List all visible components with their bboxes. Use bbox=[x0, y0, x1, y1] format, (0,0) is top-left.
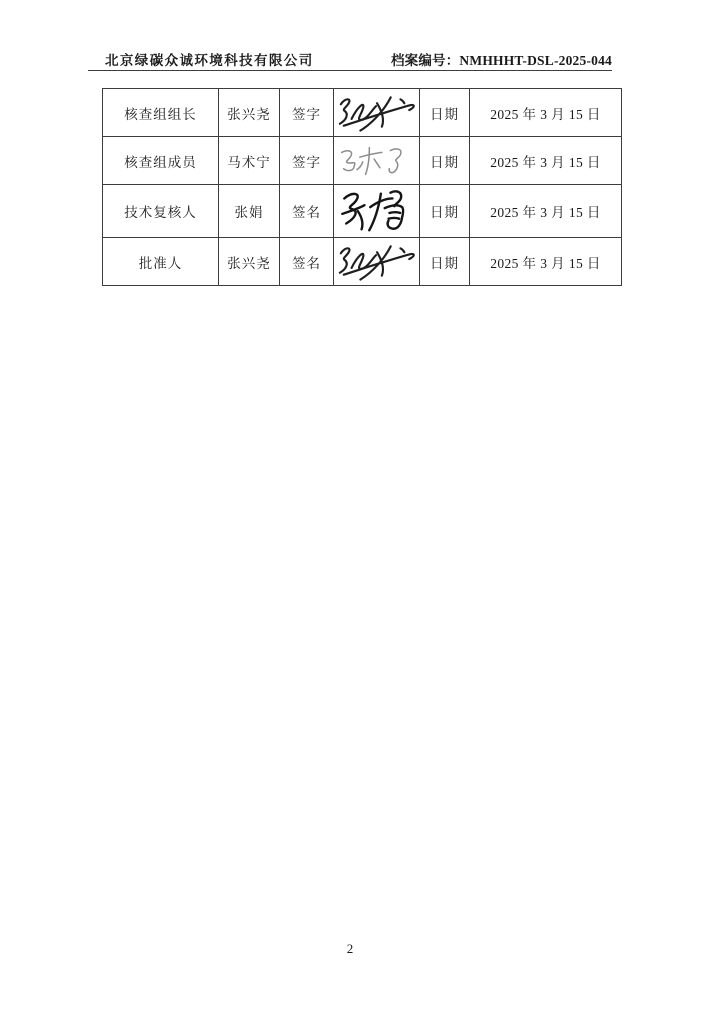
signature-zhangjuan-image bbox=[336, 185, 418, 237]
table-row bbox=[103, 89, 622, 137]
sign-label-cell: 签字 bbox=[280, 89, 334, 137]
role-cell: 核查组成员 bbox=[103, 137, 219, 185]
name-cell: 张兴尧 bbox=[219, 238, 280, 286]
sign-label-cell: 签字 bbox=[280, 137, 334, 185]
signature-cell bbox=[334, 89, 420, 137]
name-cell: 张兴尧 bbox=[219, 89, 280, 137]
signature-cell bbox=[334, 185, 420, 238]
doc-number: 档案编号：NMHHHT-DSL-2025-044 bbox=[390, 53, 612, 68]
company-name: 北京绿碳众诚环境科技有限公司 bbox=[105, 53, 314, 68]
table-row bbox=[103, 238, 622, 286]
sign-label-cell: 签名 bbox=[280, 238, 334, 286]
role-cell: 批准人 bbox=[103, 238, 219, 286]
role-cell: 核查组组长 bbox=[103, 89, 219, 137]
signature-mashuning-image bbox=[335, 141, 419, 181]
sign-label-cell: 签名 bbox=[280, 185, 334, 238]
date-cell: 2025 年 3 月 15 日 bbox=[470, 89, 622, 137]
page-number: 2 bbox=[346, 941, 354, 956]
signature-zhangxingyao-image bbox=[334, 240, 420, 284]
signature-cell bbox=[334, 137, 420, 185]
date-label-cell: 日期 bbox=[420, 137, 470, 185]
date-label-cell: 日期 bbox=[420, 185, 470, 238]
name-cell: 马术宁 bbox=[219, 137, 280, 185]
name-cell: 张娟 bbox=[219, 185, 280, 238]
date-label-cell: 日期 bbox=[420, 89, 470, 137]
signature-table bbox=[102, 88, 622, 286]
signature-cell bbox=[334, 238, 420, 286]
table-row bbox=[103, 185, 622, 238]
date-label-cell: 日期 bbox=[420, 238, 470, 286]
signature-zhangxingyao-image bbox=[334, 91, 420, 135]
role-cell: 技术复核人 bbox=[103, 185, 219, 238]
date-cell: 2025 年 3 月 15 日 bbox=[470, 185, 622, 238]
date-cell: 2025 年 3 月 15 日 bbox=[470, 137, 622, 185]
header-rule bbox=[88, 70, 612, 71]
date-cell: 2025 年 3 月 15 日 bbox=[470, 238, 622, 286]
table-row bbox=[103, 137, 622, 185]
